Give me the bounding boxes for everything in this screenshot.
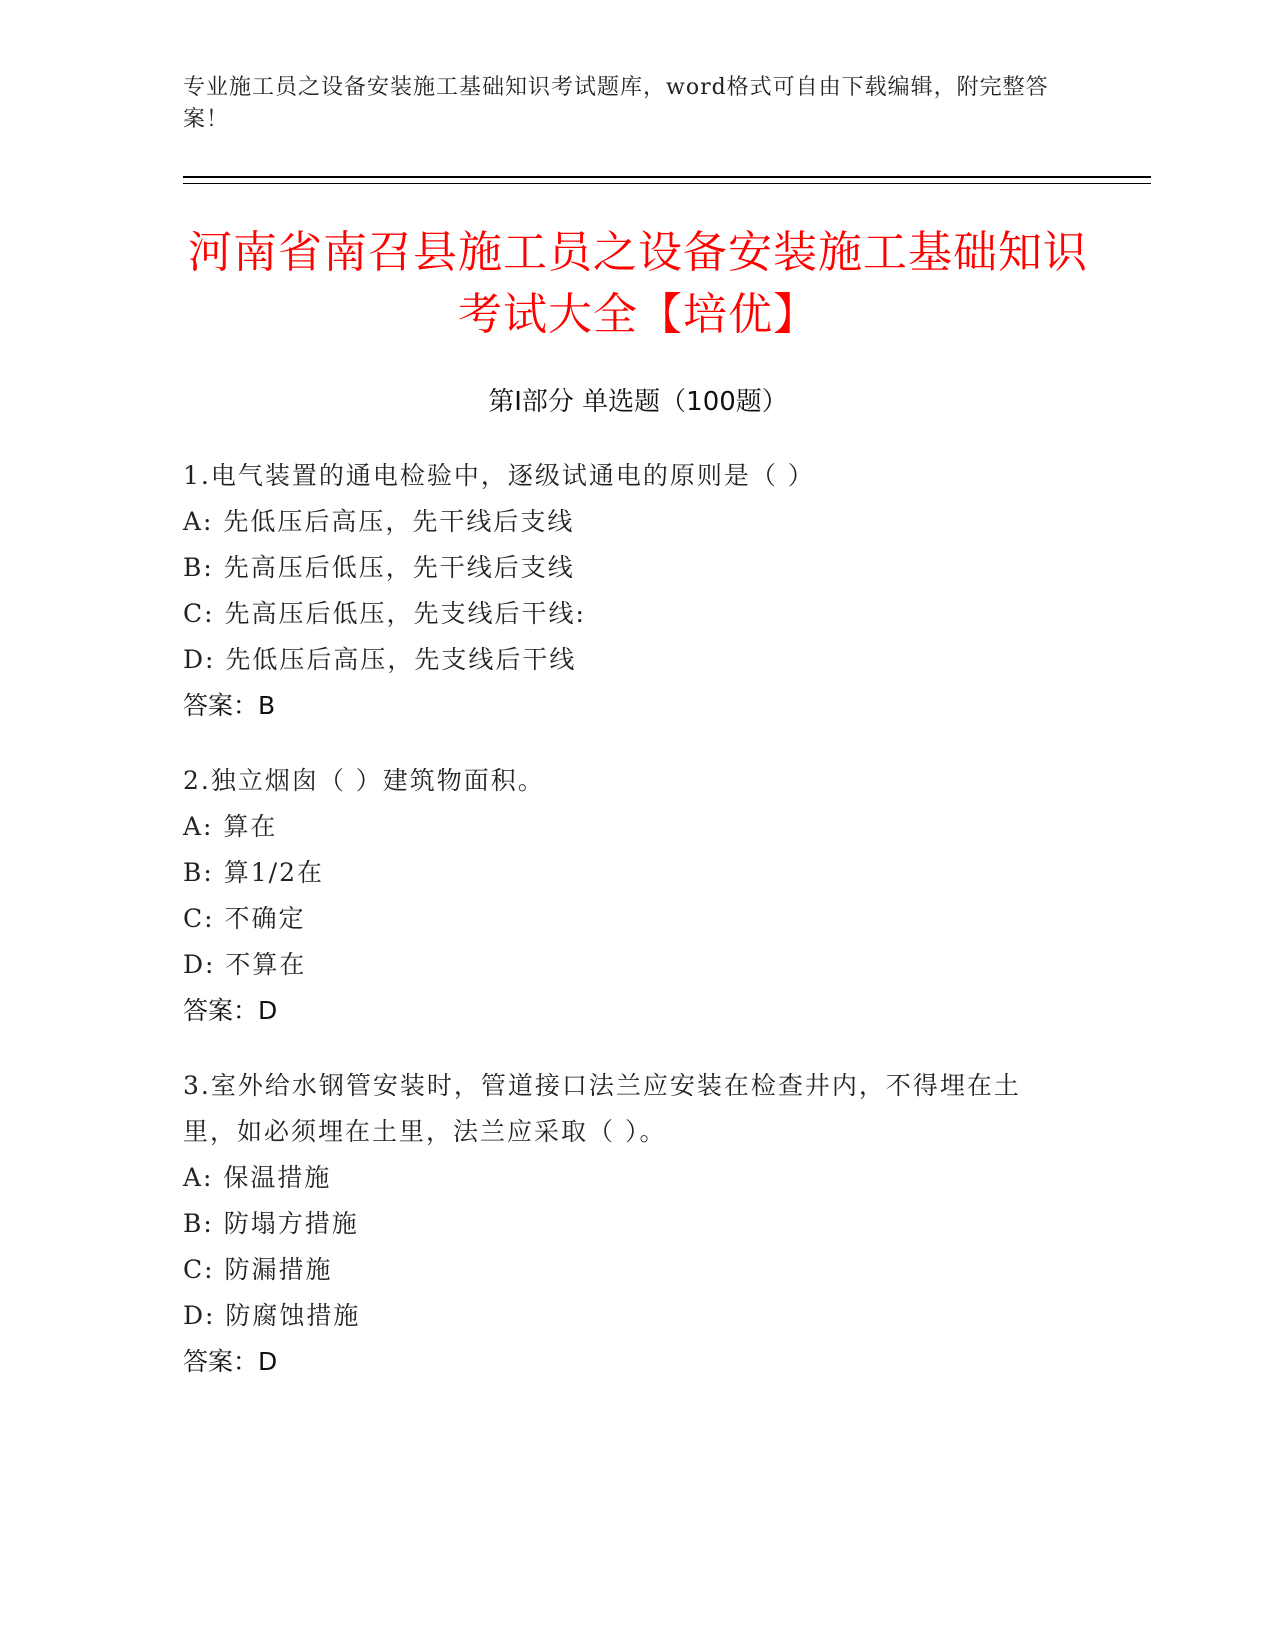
answer: 答案：B — [183, 691, 276, 720]
question-2 — [183, 758, 1063, 1034]
option-a: A: 先低压后高压，先干线后支线 — [183, 507, 575, 536]
header-rule-thin — [183, 183, 1151, 184]
option-d: D: 不算在 — [183, 950, 307, 979]
option-d: D: 防腐蚀措施 — [183, 1301, 361, 1330]
header-rule-thick — [183, 176, 1151, 178]
answer: 答案：D — [183, 1347, 278, 1376]
header-note: 专业施工员之设备安装施工基础知识考试题库，word格式可自由下载编辑，附完整答案！ — [183, 75, 1049, 132]
answer: 答案：D — [183, 996, 278, 1025]
option-c: C: 不确定 — [183, 904, 306, 933]
question-1 — [183, 453, 1063, 729]
option-b: B: 防塌方措施 — [183, 1209, 359, 1238]
option-a: A: 保温措施 — [183, 1163, 332, 1192]
question-3 — [183, 1063, 1063, 1385]
question-stem: 1.电气装置的通电检验中，逐级试通电的原则是（ ） — [183, 461, 815, 490]
question-stem: 3.室外给水钢管安装时，管道接口法兰应安装在检查井内，不得埋在土里，如必须埋在土里，法兰应采取（ ）。 — [183, 1071, 1021, 1146]
option-b: B: 算1/2在 — [183, 858, 324, 887]
option-c: C: 防漏措施 — [183, 1255, 333, 1284]
option-a: A: 算在 — [183, 812, 278, 841]
question-stem: 2.独立烟囱（ ）建筑物面积。 — [183, 766, 545, 795]
document-title: 河南省南召县施工员之设备安装施工基础知识考试大全【培优】 — [188, 227, 1088, 340]
option-b: B: 先高压后低压，先干线后支线 — [183, 553, 575, 582]
option-d: D: 先低压后高压，先支线后干线 — [183, 645, 577, 674]
option-c: C: 先高压后低压，先支线后干线: — [183, 599, 586, 628]
section-heading: 第Ⅰ部分 单选题（100题） — [488, 387, 788, 417]
